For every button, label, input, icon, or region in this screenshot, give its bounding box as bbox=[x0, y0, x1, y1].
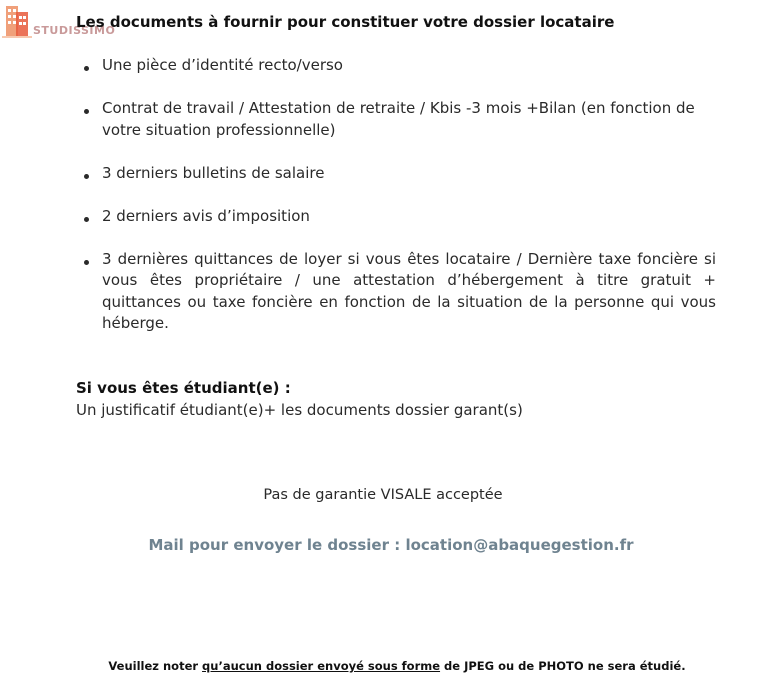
visale-notice: Pas de garantie VISALE acceptée bbox=[263, 487, 503, 503]
building-logo-icon bbox=[2, 4, 32, 38]
notice-part-1: Veuillez noter bbox=[108, 659, 203, 673]
bullet-icon bbox=[84, 66, 89, 71]
list-item bbox=[76, 98, 716, 141]
logo-text: STUDISSIMO bbox=[33, 24, 116, 37]
list-item bbox=[76, 249, 716, 335]
list-item-text: 3 dernières quittances de loyer si vous êtes locataire / Dernière taxe foncière si vous êtes propriétaire / une attestation d’hébergement à titre gratuit + quittances ou taxe foncière en fonction de la situation de la personne qui vous héberge. bbox=[102, 249, 716, 332]
list-item-text: 2 derniers avis d’imposition bbox=[102, 206, 310, 225]
list-item-text: Une pièce d’identité recto/verso bbox=[102, 56, 343, 74]
notice-part-2: qu’aucun dossier envoyé sous forme bbox=[202, 659, 441, 673]
list-item-text: 3 derniers bulletins de salaire bbox=[102, 163, 325, 182]
student-requirements: Un justificatif étudiant(e)+ les documents dossier garant(s) bbox=[76, 401, 523, 419]
student-heading: Si vous êtes étudiant(e) : bbox=[76, 379, 291, 397]
bullet-icon bbox=[84, 260, 89, 265]
notice-part-3: de JPEG ou de PHOTO ne sera étudié. bbox=[440, 659, 686, 673]
list-item bbox=[76, 206, 716, 228]
bullet-icon bbox=[84, 109, 89, 114]
bullet-icon bbox=[84, 174, 89, 179]
list-item bbox=[76, 163, 716, 185]
documents-list bbox=[76, 55, 716, 356]
page-title: Les documents à fournir pour constituer votre dossier locataire bbox=[76, 13, 615, 31]
mail-instruction: Mail pour envoyer le dossier : location@abaquegestion.fr bbox=[148, 536, 634, 554]
bullet-icon bbox=[84, 217, 89, 222]
format-notice bbox=[0, 659, 766, 673]
list-item bbox=[76, 55, 716, 77]
list-item-text: Contrat de travail / Attestation de retraite / Kbis -3 mois +Bilan (en fonction de votre situation professionnelle) bbox=[102, 99, 695, 139]
